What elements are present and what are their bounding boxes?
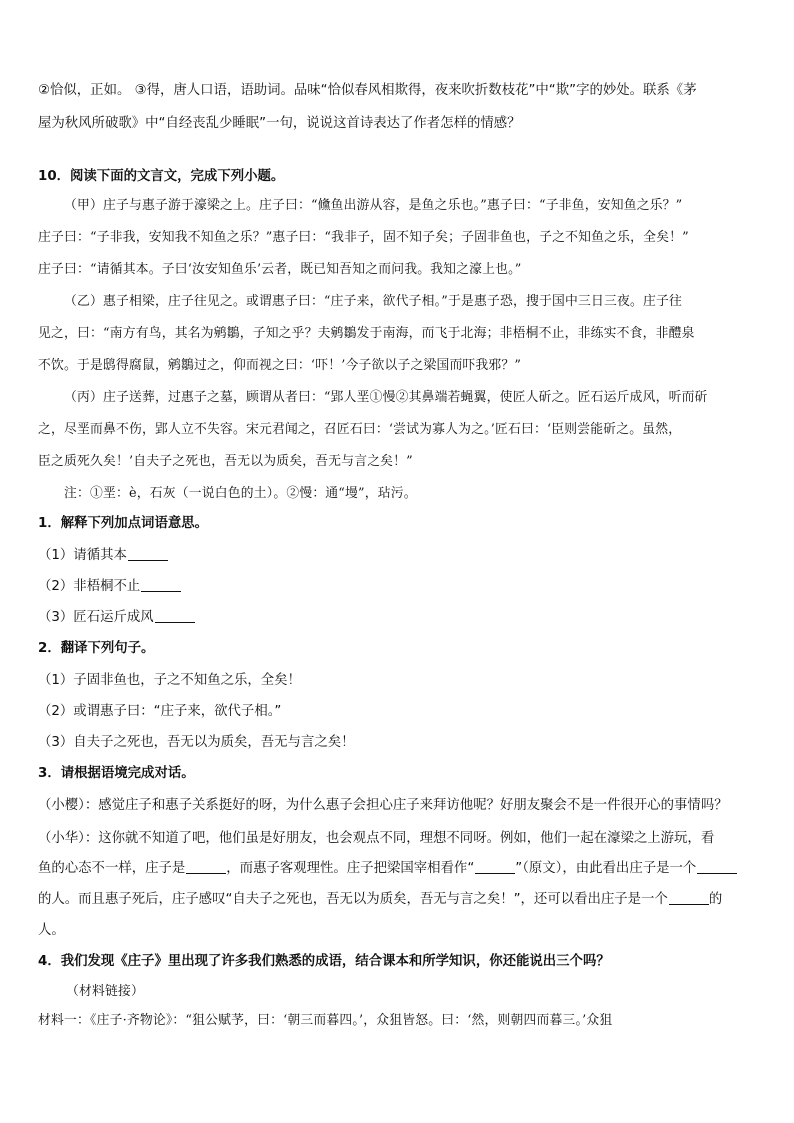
question-1-item-3 [38,608,758,628]
question-3-title: 3．请根据语境完成对话。 [38,766,195,781]
question-2-title: 2．翻译下列句子。 [38,641,155,656]
dialogue-xiaoying: （小樱）：感觉庄子和惠子关系挺好的呀，为什么惠子会担心庄子来拜访他呢？好朋友聚会不是一件很开心的事情吗？ [38,798,728,813]
question-1-item-1 [38,546,758,566]
question-1-item-1-text: （1）请循其本 [38,548,127,563]
passage-note: 注：①垩：è，石灰（一说白色的土）。②慢：通“墁”，玷污。 [64,486,417,501]
dialogue-text: 的 [708,892,723,907]
answer-blank[interactable] [697,859,737,874]
passage-yi-line-1: （乙）惠子相梁，庄子往见之。或谓惠子曰：“庄子来，欲代子相。”于是惠子恐，搜于国中三日三夜。庄子往 [64,294,682,309]
dialogue-text: 的人。而且惠子死后，庄子感叹“自夫子之死也，吾无以为质矣，吾无与言之矣！”，还可以看出庄子是一个 [38,892,668,907]
dialogue-xiaohua-line-2 [38,859,758,879]
passage-jia-line-2: 庄子曰：“子非我，安知我不知鱼之乐？”惠子曰：“我非子，固不知子矣；子固非鱼也，子之不知鱼之乐，全矣！” [38,230,689,245]
prev-question-line-1: ②恰似，正如。 ③得，唐人口语，语助词。品味“恰似春风相欺得，夜来吹折数枝花”中“欺”字的妙处。联系《茅 [38,83,697,98]
passage-jia-line-1: （甲）庄子与惠子游于濠梁之上。庄子曰：“儵鱼出游从容，是鱼之乐也。”惠子曰：“子非鱼，安知鱼之乐？” [64,198,683,213]
prev-question-line-2: 屋为秋风所破歌》中“自经丧乱少睡眠”一句，说说这首诗表达了作者怎样的情感？ [38,116,521,131]
answer-blank[interactable] [141,577,181,592]
passage-bing-line-1: （丙）庄子送葬，过惠子之墓，顾谓从者曰：“郢人垩①慢②其鼻端若蝇翼，使匠人斫之。匠石运斤成风，听而斫 [64,390,708,405]
passage-bing-line-3: 臣之质死久矣！’自夫子之死也，吾无以为质矣，吾无与言之矣！” [38,454,413,469]
material-one-line-1: 材料一：《庄子·齐物论》：“狙公赋芧，曰：‘朝三而暮四。’，众狙皆怒。曰：‘然，则朝四而暮三。’众狙 [38,1013,613,1028]
answer-blank[interactable] [155,608,195,623]
question-1-item-2-text: （2）非梧桐不止 [38,579,141,594]
question-2-item-3: （3）自夫子之死也，吾无以为质矣，吾无与言之矣！ [38,735,355,750]
question-2-item-1: （1）子固非鱼也，子之不知鱼之乐，全矣！ [38,673,301,688]
dialogue-text: ，而惠子客观理性。庄子把梁国宰相看作“ [226,861,475,876]
dialogue-xiaohua-line-3 [38,890,758,910]
question-10-title: 10．阅读下面的文言文，完成下列小题。 [38,169,285,184]
passage-yi-line-3: 不饮。于是鸱得腐鼠，鹓鶵过之，仰而视之曰：‘吓！’今子欲以子之梁国而吓我邪？” [38,358,522,373]
passage-jia-line-3: 庄子曰：“请循其本。子曰‘汝安知鱼乐’云者，既已知吾知之而问我。我知之濠上也。” [38,262,522,277]
dialogue-text: ”（原文），由此看出庄子是一个 [515,861,697,876]
question-1-item-3-text: （3）匠石运斤成风 [38,610,154,625]
dialogue-xiaohua-line-1: （小华）：这你就不知道了吧，他们虽是好朋友，也会观点不同，理想不同呀。例如，他们一起在濠梁之上游玩，看 [38,831,715,846]
answer-blank[interactable] [475,859,515,874]
answer-blank[interactable] [669,890,709,905]
question-4-title: 4．我们发现《庄子》里出现了许多我们熟悉的成语，结合课本和所学知识，你还能说出三个吗？ [38,954,610,969]
answer-blank[interactable] [186,859,226,874]
dialogue-text: 鱼的心态不一样，庄子是 [38,861,186,876]
question-1-title: 1．解释下列加点词语意思。 [38,516,209,531]
dialogue-xiaohua-line-4: 人。 [38,923,65,938]
material-link-heading: （材料链接） [66,984,144,999]
passage-bing-line-2: 之，尽垩而鼻不伤，郢人立不失容。宋元君闻之，召匠石曰：‘尝试为寡人为之。’匠石曰：‘臣则尝能斫之。虽然， [38,422,682,437]
passage-yi-line-2: 见之，曰：“南方有鸟，其名为鹓鶵，子知之乎？夫鹓鶵发于南海，而飞于北海；非梧桐不止，非练实不食，非醴泉 [38,326,695,341]
answer-blank[interactable] [128,546,168,561]
question-2-item-2: （2）或谓惠子曰：“庄子来，欲代子相。” [38,704,282,719]
question-1-item-2 [38,577,758,597]
